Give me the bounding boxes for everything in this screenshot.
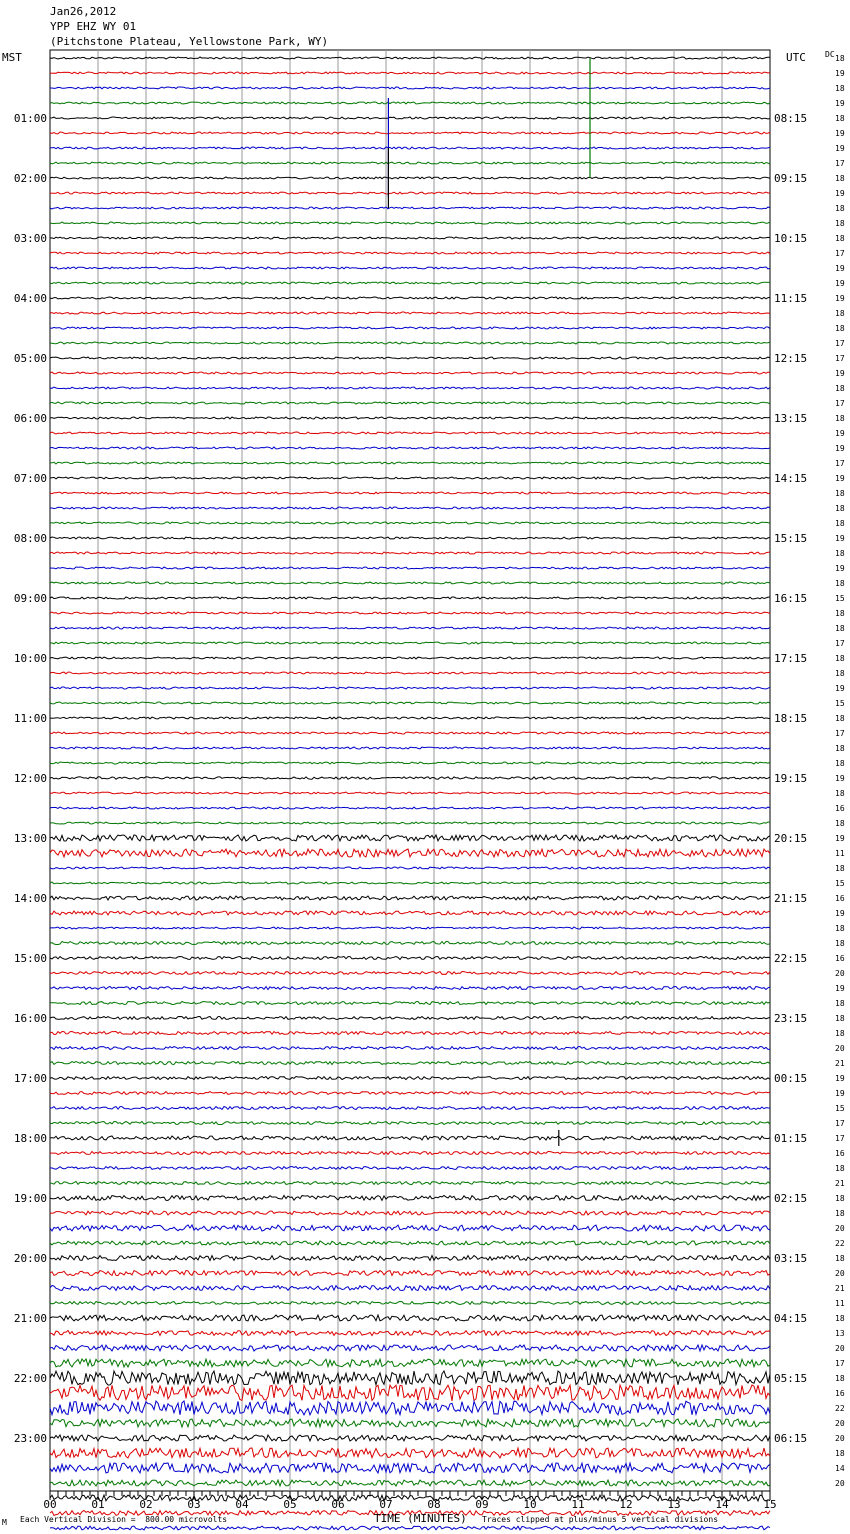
right-hour-label: 12:15 <box>774 352 808 365</box>
dc-value: 19 <box>835 534 845 543</box>
dc-value: 18 <box>835 1164 845 1173</box>
trace-line <box>50 1211 770 1215</box>
trace-line <box>50 282 770 284</box>
dc-value: 18 <box>835 789 845 798</box>
trace-line <box>50 1359 770 1367</box>
trace-line <box>50 1448 770 1458</box>
station-label: YPP EHZ WY 01 <box>50 20 137 33</box>
dc-value: 20 <box>835 1344 845 1353</box>
dc-value: 21 <box>835 1059 845 1068</box>
trace-line <box>50 1196 770 1201</box>
x-tick-label: 11 <box>571 1498 585 1511</box>
x-tick-label: 02 <box>139 1498 153 1511</box>
dc-value: 18 <box>835 819 845 828</box>
trace-line <box>50 1271 770 1276</box>
right-hour-label: 17:15 <box>774 652 808 665</box>
dc-value: 20 <box>835 1269 845 1278</box>
left-hour-label: 06:00 <box>13 412 47 425</box>
trace-line <box>50 297 770 299</box>
trace-line <box>50 222 770 224</box>
dc-value: 17 <box>835 339 845 348</box>
dc-value: 18 <box>835 489 845 498</box>
trace-line <box>50 312 770 314</box>
dc-value: 17 <box>835 399 845 408</box>
dc-value: 20 <box>835 1044 845 1053</box>
left-hour-label: 03:00 <box>13 232 47 245</box>
right-hour-label: 14:15 <box>774 472 808 485</box>
trace-line <box>50 777 770 779</box>
trace-line <box>50 627 770 629</box>
dc-value: 18 <box>835 324 845 333</box>
x-tick-label: 10 <box>523 1498 537 1511</box>
dc-value: 18 <box>835 1314 845 1323</box>
trace-line <box>50 342 770 344</box>
dc-value: 18 <box>835 219 845 228</box>
dc-value: 18 <box>835 654 845 663</box>
dc-value: 18 <box>835 864 845 873</box>
trace-line <box>50 507 770 509</box>
trace-line <box>50 1480 770 1486</box>
dc-value: 18 <box>835 84 845 93</box>
dc-value: 18 <box>835 1254 845 1263</box>
dc-value: 19 <box>835 294 845 303</box>
dc-value: 20 <box>835 1479 845 1488</box>
date-label: Jan26,2012 <box>50 5 117 18</box>
trace-line <box>50 252 770 254</box>
trace-line <box>50 492 770 494</box>
left-hour-label: 08:00 <box>13 532 47 545</box>
trace-line <box>50 1182 770 1185</box>
trace-line <box>50 72 770 74</box>
trace-line <box>50 417 770 419</box>
dc-value: 19 <box>835 444 845 453</box>
scale-text: Each Vertical Division = 800.00 microvolts <box>20 1515 228 1524</box>
trace-line <box>50 1062 770 1065</box>
dc-value: 17 <box>835 459 845 468</box>
trace-line <box>50 402 770 404</box>
right-hour-label: 05:15 <box>774 1372 808 1385</box>
left-hour-label: 13:00 <box>13 832 47 845</box>
trace-line <box>50 792 770 794</box>
left-hour-label: 04:00 <box>13 292 47 305</box>
trace-line <box>50 147 770 149</box>
dc-value: 13 <box>835 1329 845 1338</box>
trace-line <box>50 612 770 614</box>
left-hour-label: 17:00 <box>13 1072 47 1085</box>
dc-value: 19 <box>835 429 845 438</box>
left-hour-label: 12:00 <box>13 772 47 785</box>
dc-value: 18 <box>835 309 845 318</box>
dc-value: 17 <box>835 249 845 258</box>
trace-line <box>50 447 770 449</box>
trace-line <box>50 117 770 119</box>
dc-value: 16 <box>835 804 845 813</box>
dc-value: 19 <box>835 564 845 573</box>
dc-value: 19 <box>835 99 845 108</box>
trace-line <box>50 1371 770 1385</box>
x-tick-label: 01 <box>91 1498 105 1511</box>
trace-line <box>50 567 770 569</box>
dc-value: 17 <box>835 1359 845 1368</box>
dc-value: 17 <box>835 354 845 363</box>
dc-value: 15 <box>835 699 845 708</box>
dc-value: 18 <box>835 1014 845 1023</box>
right-hour-label: 10:15 <box>774 232 808 245</box>
right-hour-label: 01:15 <box>774 1132 808 1145</box>
dc-value: 18 <box>835 114 845 123</box>
dc-value: 19 <box>835 909 845 918</box>
right-hour-label: 19:15 <box>774 772 808 785</box>
trace-line <box>50 1315 770 1321</box>
trace-line <box>50 462 770 464</box>
trace-line <box>50 1331 770 1336</box>
right-hour-label: 22:15 <box>774 952 808 965</box>
dc-value: 17 <box>835 1119 845 1128</box>
dc-value: 18 <box>835 414 845 423</box>
x-tick-label: 05 <box>283 1498 297 1511</box>
dc-header-label: DC <box>825 50 835 59</box>
trace-line <box>50 1092 770 1095</box>
trace-line <box>50 192 770 194</box>
left-hour-label: 05:00 <box>13 352 47 365</box>
left-hour-label: 14:00 <box>13 892 47 905</box>
x-tick-label: 03 <box>187 1498 201 1511</box>
dc-value: 18 <box>835 1374 845 1383</box>
left-hour-label: 16:00 <box>13 1012 47 1025</box>
left-hour-label: 22:00 <box>13 1372 47 1385</box>
dc-value: 19 <box>835 129 845 138</box>
dc-value: 18 <box>835 504 845 513</box>
trace-line <box>50 642 770 644</box>
dc-value: 18 <box>835 234 845 243</box>
x-tick-label: 07 <box>379 1498 393 1511</box>
dc-value: 19 <box>835 774 845 783</box>
trace-line <box>50 972 770 975</box>
right-hour-label: 13:15 <box>774 412 808 425</box>
dc-value: 16 <box>835 894 845 903</box>
dc-value: 18 <box>835 759 845 768</box>
trace-line <box>50 882 770 884</box>
trace-line <box>50 657 770 659</box>
trace-line <box>50 267 770 269</box>
left-hour-label: 10:00 <box>13 652 47 665</box>
dc-value: 16 <box>835 1389 845 1398</box>
trace-line <box>50 942 770 945</box>
trace-line <box>50 1286 770 1291</box>
right-hour-label: 00:15 <box>774 1072 808 1085</box>
dc-value: 18 <box>835 999 845 1008</box>
trace-line <box>50 672 770 674</box>
left-hour-label: 19:00 <box>13 1192 47 1205</box>
left-hour-label: 09:00 <box>13 592 47 605</box>
trace-line <box>50 747 770 749</box>
dc-value: 15 <box>835 1104 845 1113</box>
dc-value: 15 <box>835 594 845 603</box>
trace-line <box>50 522 770 524</box>
trace-line <box>50 87 770 89</box>
trace-line <box>50 1107 770 1110</box>
right-hour-label: 03:15 <box>774 1252 808 1265</box>
left-hour-label: 18:00 <box>13 1132 47 1145</box>
trace-line <box>50 237 770 239</box>
dc-value: 18 <box>835 174 845 183</box>
trace-line <box>50 1345 770 1351</box>
trace-line <box>50 1256 770 1261</box>
trace-line <box>50 162 770 164</box>
right-hour-label: 06:15 <box>774 1432 808 1445</box>
dc-value: 18 <box>835 714 845 723</box>
trace-line <box>50 207 770 209</box>
location-label: (Pitchstone Plateau, Yellowstone Park, WY) <box>50 35 329 48</box>
x-tick-label: 08 <box>427 1498 441 1511</box>
dc-value: 19 <box>835 279 845 288</box>
trace-line <box>50 1419 770 1427</box>
left-hour-label: 20:00 <box>13 1252 47 1265</box>
trace-line <box>50 896 770 900</box>
x-tick-label: 06 <box>331 1498 345 1511</box>
dc-value: 19 <box>835 474 845 483</box>
dc-value: 18 <box>835 1209 845 1218</box>
dc-value: 21 <box>835 1179 845 1188</box>
x-tick-label: 15 <box>763 1498 777 1511</box>
trace-line <box>50 867 770 869</box>
trace-line <box>50 1401 770 1415</box>
dc-value: 18 <box>835 744 845 753</box>
right-hour-label: 02:15 <box>774 1192 808 1205</box>
right-hour-label: 23:15 <box>774 1012 808 1025</box>
trace-line <box>50 702 770 704</box>
trace-line <box>50 1047 770 1050</box>
trace-line <box>50 1136 770 1140</box>
trace-line <box>50 1077 770 1080</box>
dc-value: 19 <box>835 684 845 693</box>
dc-value: 18 <box>835 204 845 213</box>
trace-line <box>50 357 770 359</box>
left-hour-label: 01:00 <box>13 112 47 125</box>
trace-line <box>50 927 770 929</box>
dc-value: 18 <box>835 939 845 948</box>
right-hour-label: 09:15 <box>774 172 808 185</box>
right-hour-label: 11:15 <box>774 292 808 305</box>
right-hour-label: 20:15 <box>774 832 808 845</box>
dc-value: 17 <box>835 729 845 738</box>
dc-value: 14 <box>835 1464 845 1473</box>
dc-value: 17 <box>835 159 845 168</box>
trace-line <box>50 432 770 434</box>
dc-value: 22 <box>835 1404 845 1413</box>
dc-value: 20 <box>835 1419 845 1428</box>
x-tick-label: 04 <box>235 1498 249 1511</box>
trace-line <box>50 177 770 179</box>
trace-line <box>50 1032 770 1035</box>
left-hour-label: 15:00 <box>13 952 47 965</box>
trace-line <box>50 597 770 599</box>
x-tick-label: 14 <box>715 1498 729 1511</box>
left-hour-label: 11:00 <box>13 712 47 725</box>
trace-line <box>50 1152 770 1155</box>
trace-line <box>50 1241 770 1245</box>
dc-value: 22 <box>835 1239 845 1248</box>
trace-line <box>50 57 770 59</box>
right-hour-label: 15:15 <box>774 532 808 545</box>
dc-value: 19 <box>835 1089 845 1098</box>
dc-value: 18 <box>835 924 845 933</box>
trace-line <box>50 732 770 734</box>
trace-line <box>50 372 770 374</box>
dc-value: 19 <box>835 264 845 273</box>
trace-line <box>50 552 770 554</box>
trace-line <box>50 582 770 584</box>
dc-value: 18 <box>835 549 845 558</box>
trace-line <box>50 717 770 719</box>
right-hour-label: 16:15 <box>774 592 808 605</box>
trace-line <box>50 537 770 539</box>
trace-line <box>50 957 770 960</box>
dc-value: 16 <box>835 1149 845 1158</box>
trace-line <box>50 1463 770 1473</box>
dc-value: 19 <box>835 144 845 153</box>
dc-value: 15 <box>835 879 845 888</box>
dc-value: 19 <box>835 984 845 993</box>
trace-line <box>50 835 770 841</box>
dc-value: 17 <box>835 639 845 648</box>
scale-mark: M <box>2 1518 7 1527</box>
x-axis-title: TIME (MINUTES) <box>374 1512 467 1525</box>
right-hour-label: 21:15 <box>774 892 808 905</box>
right-timezone-label: UTC <box>786 51 806 64</box>
dc-value: 20 <box>835 1434 845 1443</box>
trace-line <box>50 102 770 104</box>
dc-value: 18 <box>835 54 845 63</box>
trace-line <box>50 807 770 809</box>
trace-line <box>50 132 770 134</box>
trace-line <box>50 327 770 329</box>
dc-value: 18 <box>835 384 845 393</box>
dc-value: 18 <box>835 579 845 588</box>
trace-line <box>50 849 770 857</box>
dc-value: 11 <box>835 1299 845 1308</box>
right-hour-label: 08:15 <box>774 112 808 125</box>
trace-line <box>50 1225 770 1231</box>
x-tick-label: 13 <box>667 1498 681 1511</box>
trace-line <box>50 822 770 824</box>
dc-value: 18 <box>835 669 845 678</box>
trace-line <box>50 387 770 389</box>
dc-value: 18 <box>835 609 845 618</box>
trace-line <box>50 1435 770 1441</box>
left-hour-label: 23:00 <box>13 1432 47 1445</box>
dc-value: 19 <box>835 69 845 78</box>
dc-value: 19 <box>835 834 845 843</box>
left-timezone-label: MST <box>2 51 22 64</box>
x-tick-label: 12 <box>619 1498 633 1511</box>
trace-line <box>50 1302 770 1305</box>
dc-value: 19 <box>835 189 845 198</box>
trace-line <box>50 1017 770 1020</box>
trace-line <box>50 911 770 915</box>
trace-line <box>50 762 770 764</box>
clip-note: Traces clipped at plus/minus 5 vertical divisions <box>482 1515 719 1524</box>
trace-line <box>50 1002 770 1005</box>
right-hour-label: 18:15 <box>774 712 808 725</box>
trace-line <box>50 1122 770 1125</box>
left-hour-label: 02:00 <box>13 172 47 185</box>
trace-line <box>50 987 770 990</box>
dc-value: 21 <box>835 1284 845 1293</box>
dc-value: 18 <box>835 624 845 633</box>
dc-value: 17 <box>835 1134 845 1143</box>
left-hour-label: 21:00 <box>13 1312 47 1325</box>
dc-value: 18 <box>835 1194 845 1203</box>
dc-value: 18 <box>835 519 845 528</box>
plot-frame <box>50 50 770 1491</box>
trace-line <box>50 687 770 689</box>
dc-value: 20 <box>835 1224 845 1233</box>
left-hour-label: 07:00 <box>13 472 47 485</box>
x-tick-label: 00 <box>43 1498 57 1511</box>
x-tick-label: 09 <box>475 1498 489 1511</box>
dc-value: 20 <box>835 969 845 978</box>
dc-value: 18 <box>835 1029 845 1038</box>
dc-value: 18 <box>835 1449 845 1458</box>
dc-value: 16 <box>835 954 845 963</box>
trace-line <box>50 1385 770 1401</box>
dc-value: 19 <box>835 369 845 378</box>
right-hour-label: 04:15 <box>774 1312 808 1325</box>
trace-line <box>50 1167 770 1170</box>
trace-line <box>50 477 770 479</box>
trace-line <box>50 1526 770 1530</box>
dc-value: 19 <box>835 1074 845 1083</box>
dc-value: 11 <box>835 849 845 858</box>
